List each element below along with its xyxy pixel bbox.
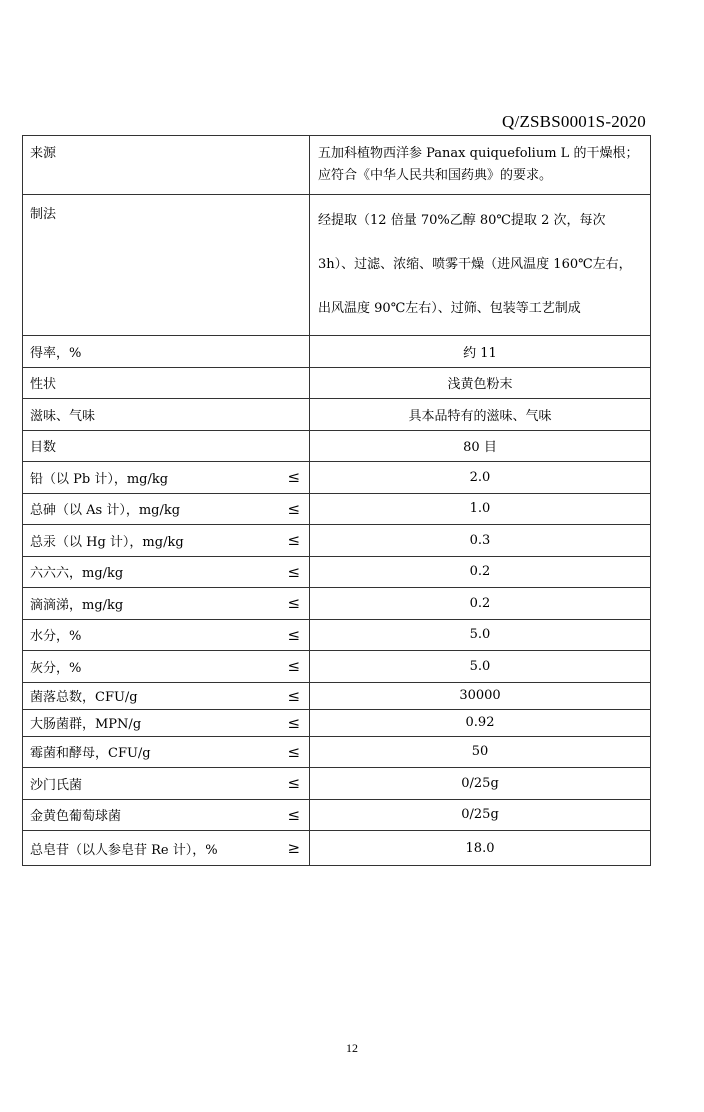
item-value: 0/25g (310, 768, 651, 800)
comparison-symbol (288, 399, 310, 431)
item-label: 菌落总数，CFU/g (23, 682, 288, 709)
item-value: 约 11 (310, 336, 651, 368)
table-row (23, 619, 651, 651)
method-label: 制法 (23, 195, 310, 336)
comparison-symbol (288, 336, 310, 368)
item-label: 霉菌和酵母，CFU/g (23, 736, 288, 768)
item-label: 目数 (23, 430, 288, 462)
item-label: 滴滴涕，mg/kg (23, 588, 288, 620)
table-row (23, 556, 651, 588)
comparison-symbol: ≤ (288, 493, 310, 525)
comparison-symbol: ≤ (288, 556, 310, 588)
item-label: 沙门氏菌 (23, 768, 288, 800)
table-row (23, 493, 651, 525)
item-value: 浅黄色粉末 (310, 367, 651, 399)
comparison-symbol: ≤ (288, 651, 310, 683)
comparison-symbol: ≤ (288, 619, 310, 651)
table-row (23, 399, 651, 431)
method-value: 经提取（12 倍量 70%乙醇 80℃提取 2 次，每次 3h）、过滤、浓缩、喷雾干燥（进风温度 160℃左右，出风温度 90℃左右）、过筛、包装等工艺制成 (310, 195, 651, 336)
item-value: 50 (310, 736, 651, 768)
item-value: 18.0 (310, 831, 651, 866)
comparison-symbol: ≤ (288, 799, 310, 831)
comparison-symbol: ≤ (288, 682, 310, 709)
comparison-symbol (288, 367, 310, 399)
item-value: 0/25g (310, 799, 651, 831)
item-value: 80 目 (310, 430, 651, 462)
comparison-symbol: ≤ (288, 525, 310, 557)
comparison-symbol: ≤ (288, 588, 310, 620)
page-number: 12 (346, 1041, 358, 1055)
spec-table (22, 135, 651, 866)
table-row-method (23, 195, 651, 336)
table-row (23, 831, 651, 866)
comparison-symbol: ≤ (288, 736, 310, 768)
table-row (23, 736, 651, 768)
item-label: 性状 (23, 367, 288, 399)
table-row (23, 768, 651, 800)
item-label: 滋味、气味 (23, 399, 288, 431)
table-row (23, 799, 651, 831)
table-row (23, 682, 651, 709)
item-label: 大肠菌群，MPN/g (23, 709, 288, 736)
source-value: 五加科植物西洋参 Panax quiquefolium L 的干燥根；应符合《中华人民共和国药典》的要求。 (310, 136, 651, 195)
table-row (23, 525, 651, 557)
item-label: 水分，% (23, 619, 288, 651)
comparison-symbol (288, 430, 310, 462)
item-label: 总皂苷（以人参皂苷 Re 计），% (23, 831, 288, 866)
item-value: 0.2 (310, 556, 651, 588)
item-value: 5.0 (310, 619, 651, 651)
comparison-symbol: ≤ (288, 462, 310, 494)
item-label: 总砷（以 As 计），mg/kg (23, 493, 288, 525)
table-row (23, 462, 651, 494)
item-value: 30000 (310, 682, 651, 709)
comparison-symbol: ≤ (288, 709, 310, 736)
item-value: 0.2 (310, 588, 651, 620)
document-code: Q/ZSBS0001S-2020 (502, 112, 646, 131)
source-label: 来源 (23, 136, 310, 195)
item-label: 灰分，% (23, 651, 288, 683)
comparison-symbol: ≥ (288, 831, 310, 866)
table-row (23, 709, 651, 736)
table-row (23, 651, 651, 683)
item-label: 金黄色葡萄球菌 (23, 799, 288, 831)
item-label: 六六六，mg/kg (23, 556, 288, 588)
comparison-symbol: ≤ (288, 768, 310, 800)
item-label: 总汞（以 Hg 计），mg/kg (23, 525, 288, 557)
item-value: 0.3 (310, 525, 651, 557)
table-row (23, 430, 651, 462)
table-row (23, 588, 651, 620)
item-value: 5.0 (310, 651, 651, 683)
item-label: 得率，% (23, 336, 288, 368)
item-value: 1.0 (310, 493, 651, 525)
table-row (23, 336, 651, 368)
item-value: 0.92 (310, 709, 651, 736)
item-value: 具本品特有的滋味、气味 (310, 399, 651, 431)
table-row-source (23, 136, 651, 195)
item-label: 铅（以 Pb 计），mg/kg (23, 462, 288, 494)
table-row (23, 367, 651, 399)
item-value: 2.0 (310, 462, 651, 494)
